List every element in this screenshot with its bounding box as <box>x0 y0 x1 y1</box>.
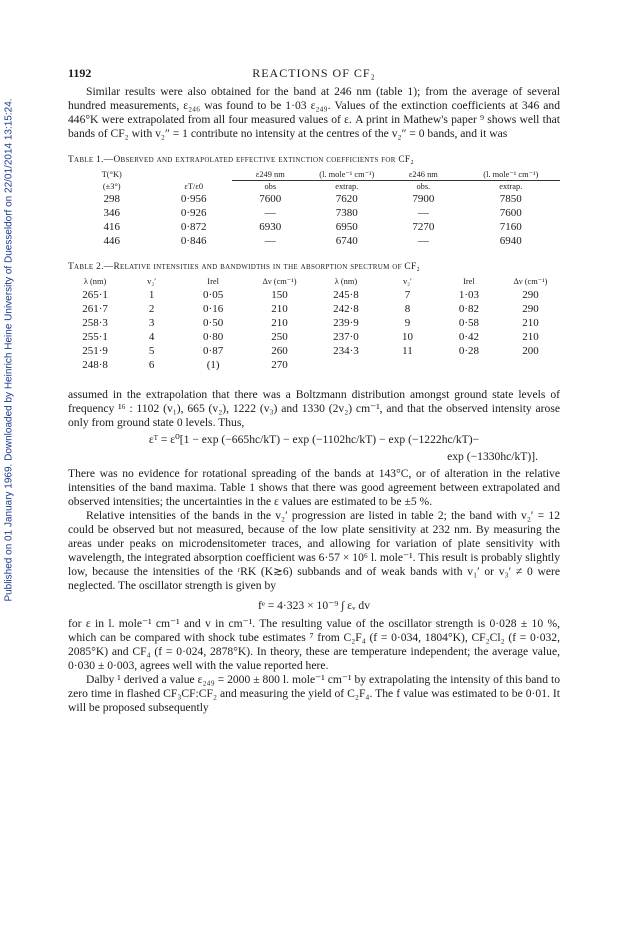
table-cell: 1 <box>148 289 155 301</box>
table-1 <box>68 169 560 248</box>
table1-obs2: obs. <box>385 181 462 193</box>
equation-1-line-1: εᵀ = ε⁰[1 − exp (−665hc/kT) − exp (−1102hc/kT) − exp (−1222hc/kT)− <box>148 433 480 446</box>
table1-col-ratio: εT/ε0 <box>184 181 204 191</box>
table-cell: 248·8 <box>82 359 108 371</box>
table-cell: 0·80 <box>203 331 224 343</box>
table-cell <box>314 358 378 372</box>
running-title: REACTIONS OF CF₂ <box>252 66 376 80</box>
table-cell: 6940 <box>499 235 522 247</box>
table-cell: 3 <box>148 317 155 329</box>
table-cell: 7600 <box>259 193 282 205</box>
table-cell: 255·1 <box>82 331 108 343</box>
table1-extrap: extrap. <box>309 181 386 193</box>
table1-row <box>68 206 560 220</box>
table2-h4: λ (nm) <box>334 277 358 286</box>
table2-h3: Δν (cm⁻¹) <box>262 277 297 286</box>
watermark-text: Published on 01 January 1969. Downloaded by Heinrich Heine University of Duesseldorf on 22/01/2014 13:15:24. <box>3 98 15 602</box>
table-cell: 6950 <box>335 221 358 233</box>
table2-caption: Table 2.—Relative intensities and bandwidths in the absorption spectrum of CF₂ <box>68 262 421 272</box>
table-cell: 250 <box>271 331 288 343</box>
table1-row <box>68 192 560 206</box>
table2-row <box>68 344 560 358</box>
paragraph-3: There was no evidence for rotational spreading of the bands at 143°C, or of alteration in the relative intensities of the band maxima. Table 1 shows that there was good agreement between extrapolated and observed intensities; the uncertainties in the ε values are estimated to be ±5 %. <box>68 467 560 508</box>
table1-group-249: ε249 nm <box>255 170 285 179</box>
table-cell: 261·7 <box>82 303 108 315</box>
table1-obs: obs <box>232 181 309 193</box>
table2-h1: v₂′ <box>147 277 157 286</box>
table-cell: 9 <box>404 317 411 329</box>
paragraph-5: for ε in l. mole⁻¹ cm⁻¹ and v in cm⁻¹. The resulting value of the oscillator strength is 0·028 ± 10 %, which can be compared with shock tube estimates ⁷ from C₂F₄ (f = 0·034, 1804°K), CF₂Cl₂ (f = 0·032, 2085°K) and CF₄ (f = 0·024, 2878°K). In theory, these are temperature independent; the average value, 0·030 ± 0·003, agrees well with the value reported here. <box>68 617 560 672</box>
table2-header-row <box>68 276 560 288</box>
table2-row <box>68 316 560 330</box>
table-cell: 0·05 <box>203 289 224 301</box>
table-cell: — <box>264 235 276 247</box>
table-cell: 0·846 <box>180 235 207 247</box>
table1-blank <box>155 169 232 181</box>
table-cell: 7620 <box>335 193 358 205</box>
table-cell: 258·3 <box>82 317 108 329</box>
table-cell: 237·0 <box>333 331 359 343</box>
table-cell: 7 <box>404 289 411 301</box>
equation-1-line-2: exp (−1330hc/kT)]. <box>447 450 538 463</box>
table-cell: — <box>417 235 429 247</box>
table-cell: 7850 <box>499 193 522 205</box>
table-cell: 0·42 <box>458 331 480 343</box>
table1-units-1: (l. mole⁻¹ cm⁻¹) <box>319 170 375 179</box>
table-cell: 6740 <box>335 235 358 247</box>
table-cell: 7600 <box>499 207 522 219</box>
paragraph-2: assumed in the extrapolation that there was a Boltzmann distribution amongst ground state levels of frequency ¹⁶ : 1102 (v₁), 665 (v₂), 1222 (v₃) and 1330 (2v₂) cm⁻¹, and that the observed intensity arose only from ground state 0 levels. Thus, <box>68 388 560 429</box>
table-cell: 1·03 <box>458 289 480 301</box>
table1-units-2: (l. mole⁻¹ cm⁻¹) <box>483 170 539 179</box>
table2-h2: Irel <box>207 277 219 286</box>
table1-header-row-2 <box>68 181 560 193</box>
table1-col-t: T(°K) <box>101 170 122 180</box>
table1-group-246: ε246 nm <box>408 170 438 179</box>
table-2 <box>68 276 560 372</box>
table1-row <box>68 234 560 248</box>
table-cell: 0·16 <box>203 303 224 315</box>
table-cell: 5 <box>148 345 155 357</box>
table-cell: 0·50 <box>203 317 224 329</box>
table-cell: 251·9 <box>82 345 108 357</box>
table-cell: 0·82 <box>458 303 480 315</box>
table-cell: 0·87 <box>203 345 224 357</box>
table-cell: 4 <box>148 331 155 343</box>
table-cell: 150 <box>271 289 288 301</box>
table1-extrap2: extrap. <box>462 181 560 193</box>
table-cell: 0·956 <box>180 193 207 205</box>
table-cell: 7270 <box>412 221 435 233</box>
table1-col-t-err: (±3°) <box>102 181 121 191</box>
table-cell: 210 <box>522 331 539 343</box>
table2-row <box>68 330 560 344</box>
table2-row <box>68 288 560 302</box>
table-cell: 0·872 <box>180 221 207 233</box>
table-cell: 270 <box>271 359 288 371</box>
table-cell: 200 <box>522 345 539 357</box>
table-cell: 242·8 <box>333 303 359 315</box>
paragraph-1: Similar results were also obtained for the band at 246 nm (table 1); from the average of several hundred measurements, ε₂₄₆ was found to be 1·03 ε₂₄₉. Values of the extinction coefficients at 346 and 446°K were extrapolated from all four measured values of ε. A print in Mathew's paper ⁹ shows well that bands of CF₂ with v₂″ = 1 contribute no intensity at the centres of the v₂″ = 0 bands, and it was <box>68 85 560 140</box>
table1-row <box>68 220 560 234</box>
table-cell: 2 <box>148 303 155 315</box>
table-cell: 210 <box>271 317 288 329</box>
paper-page <box>68 66 560 715</box>
table-cell: 7900 <box>412 193 435 205</box>
table1-header-row-1 <box>68 169 560 181</box>
table-cell: 7380 <box>335 207 358 219</box>
table-cell: — <box>417 207 429 219</box>
table-cell: 416 <box>103 221 120 233</box>
table-cell <box>378 358 437 372</box>
equation-2: fᵉ = 4·323 × 10⁻⁹ ∫ εᵥ dv <box>257 599 371 612</box>
table-cell: 0·926 <box>180 207 207 219</box>
table-cell: 210 <box>522 317 539 329</box>
table-cell: 7160 <box>499 221 522 233</box>
table-cell: 0·28 <box>458 345 480 357</box>
table-cell: 8 <box>404 303 411 315</box>
table-cell: 298 <box>103 193 120 205</box>
table-cell: 245·8 <box>333 289 359 301</box>
page-header <box>68 66 560 82</box>
table-cell: 260 <box>271 345 288 357</box>
table2-row <box>68 302 560 316</box>
table-cell: 234·3 <box>333 345 359 357</box>
table2-h0: λ (nm) <box>83 277 107 286</box>
page-number: 1192 <box>68 66 92 80</box>
table2-h5: v₂′ <box>402 277 412 286</box>
paragraph-6: Dalby ¹ derived a value ε₂₄₉ = 2000 ± 800 l. mole⁻¹ cm⁻¹ by extrapolating the intensity of this band to zero time in flashed CF₃CF:CF₂ and measuring the yield of C₂F₄. The f value was estimated to be 0·01. It will be proposed subsequently <box>68 673 560 714</box>
table-cell: 0·58 <box>458 317 480 329</box>
table-cell: 210 <box>271 303 288 315</box>
table-cell: 6930 <box>259 221 282 233</box>
table2-h6: Irel <box>463 277 475 286</box>
table-cell: 11 <box>402 345 413 357</box>
table-cell: 10 <box>401 331 413 343</box>
table1-caption: Table 1.—Observed and extrapolated effective extinction coefficients for CF₂ <box>68 155 414 165</box>
table-cell: — <box>264 207 276 219</box>
table-cell: 290 <box>522 303 539 315</box>
table2-h7: Δν (cm⁻¹) <box>513 277 548 286</box>
table-cell: 265·1 <box>82 289 108 301</box>
table-cell: 346 <box>103 207 120 219</box>
table-cell: 6 <box>148 359 155 371</box>
table-cell: 446 <box>103 235 120 247</box>
table-cell: 239·9 <box>333 317 359 329</box>
download-watermark <box>2 90 16 610</box>
table-cell: 290 <box>522 289 539 301</box>
table2-row <box>68 358 560 372</box>
table-cell <box>437 358 501 372</box>
table-cell <box>501 358 560 372</box>
table-cell: (1) <box>206 359 220 371</box>
paragraph-4: Relative intensities of the bands in the v₂′ progression are listed in table 2; the band with v₂′ = 12 could be observed but not measured, because of the low plate sensitivity at 232 nm. By measuring the areas under peaks on microdensitometer traces, and allowing for variation of plate sensitivity with wavelength, the integrated absorption coefficient was 6·57 × 10⁶ l. mole⁻¹. This result is probably slightly low, because the intensities of the ʳRK (K≳6) subbands and of weak bands with v₁′ or v₃′ ≠ 0 were neglected. The oscillator strength is given by <box>68 509 560 592</box>
